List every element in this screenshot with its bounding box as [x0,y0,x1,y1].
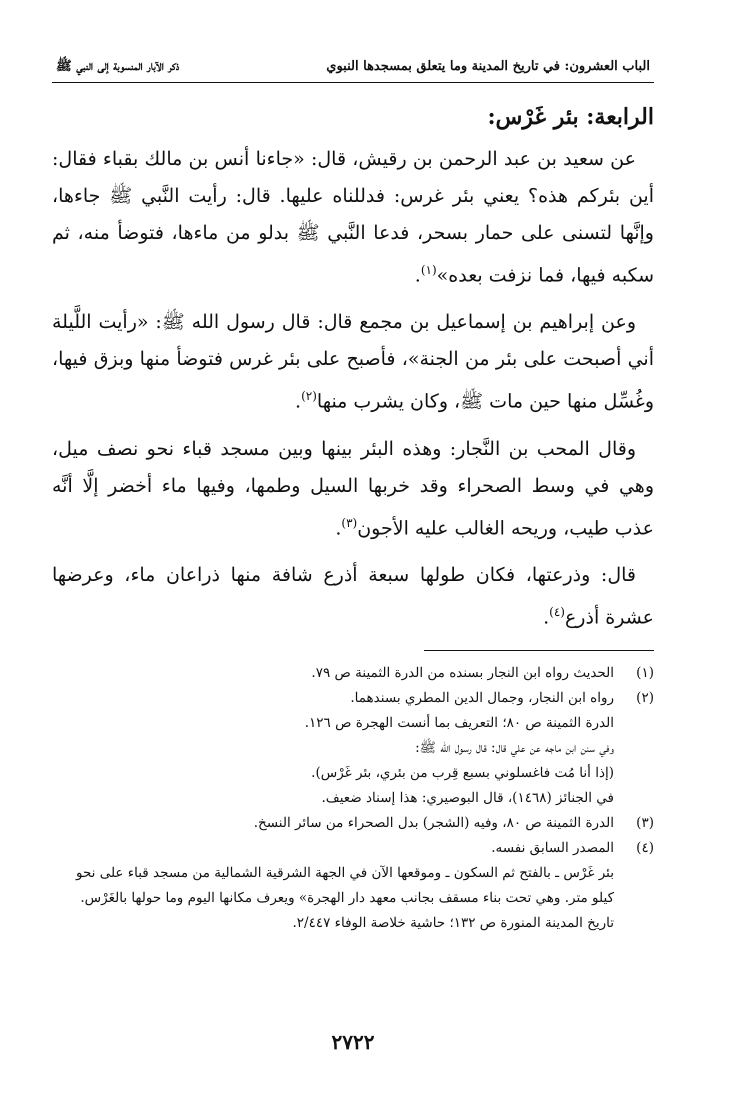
footnote-line: (إذا أنا مُت فاغسلوني بسبع قِرب من بئري، بئر غَرْس). [311,765,614,782]
header-section-title: ذكر الآبار المنسوبة إلى النبي ﷺ [56,59,180,74]
footnote-body [52,661,614,686]
footnote-line: الحديث رواه ابن النجار بسنده من الدرة الثمينة ص ٧٩. [311,665,614,682]
running-header [52,58,654,82]
footnote-line: رواه ابن النجار، وجمال الدين المطري بسندهما. [350,690,614,707]
footnotes [52,661,654,936]
footnote-ref: (٤) [549,604,565,619]
footnote-body [52,811,614,836]
footnotes-divider [424,650,654,651]
footnote-2 [52,686,654,811]
section-title: الرابعة: بئر غَرْس: [487,104,654,130]
header-chapter-title: الباب العشرون: في تاريخ المدينة وما يتعلق بمسجدها النبوي [326,59,650,74]
paragraph-text: عن سعيد بن عبد الرحمن بن رقيش، قال: «جاءنا أنس بن مالك بقباء فقال: أين بئركم هذه؟ يعني بئر غرس: فدللناه عليها. قال: رأيت النَّبي ﷺ جاءها، وإنَّها لتسنى على حمار بسحر، فدعا النَّبي ﷺ بدلو من ماءها، فتوضأ منه، ثم سكبه فيها، فما نزفت بعده» [52,148,654,287]
footnote-1 [52,661,654,686]
book-page [52,58,654,1098]
page-number: ٢٧٢٢ [331,1030,375,1054]
footnote-number: (٣) [636,815,654,832]
paragraph-2: وعن إبراهيم بن إسماعيل بن مجمع قال: قال رسول الله ﷺ: «رأيت اللَّيلة أني أصبحت على بئر من الجنة»، فأصبح على بئر غرس فتوضأ منها وبزق فيها، وغُسِّل منها حين مات ﷺ، وكان يشرب منها$^{(٢)}$. [52,311,654,413]
footnote-line: تاريخ المدينة المنورة ص ١٣٢؛ حاشية خلاصة الوفاء ٢/٤٤٧. [292,915,614,932]
footnote-ref: (٢) [301,389,317,404]
paragraph-text: وعن إبراهيم بن إسماعيل بن مجمع قال: قال رسول الله ﷺ: «رأيت اللَّيلة أني أصبحت على بئر من الجنة»، فأصبح على بئر غرس فتوضأ منها وبزق فيها، وغُسِّل منها حين مات ﷺ، وكان يشرب منها [52,311,654,413]
paragraph-1: عن سعيد بن عبد الرحمن بن رقيش، قال: «جاءنا أنس بن مالك بقباء فقال: أين بئركم هذه؟ يعني بئر غرس: فدللناه عليها. قال: رأيت النَّبي ﷺ جاءها، وإنَّها لتسنى على حمار بسحر، فدعا النَّبي ﷺ بدلو من ماءها، فتوضأ منه، ثم سكبه فيها، فما نزفت بعده»$^{(١)}$. [52,148,654,287]
footnote-body [52,836,614,936]
paragraph-text: وقال المحب بن النَّجار: وهذه البئر بينها وبين مسجد قباء نحو نصف ميل، وهي في وسط الصحراء وقد خربها السيل وطمها، وفيها ماء أخضر إلَّا أنَّه عذب طيب، وريحه الغالب عليه الأجون [52,437,654,539]
footnote-ref: (١) [420,263,437,277]
footnote-number: (٢) [636,690,654,707]
footnote-line: بئر غَرْس ـ بالفتح ثم السكون ـ وموقعها الآن في الجهة الشرقية الشمالية من مسجد قباء على نحو كيلو متر. وهي تحت بناء مسقف بجانب معهد دار الهجرة» ويعرف مكانها اليوم وما حولها بالغَرْس. [75,865,614,907]
header-divider [52,82,654,83]
footnote-line: وفي سنن ابن ماجه عن علي قال: قال رسول الله ﷺ: [415,740,614,757]
footnote-4 [52,836,654,936]
paragraph-4: قال: وذرعتها، فكان طولها سبعة أذرع شافة منها ذراعان ماء، وعرضها عشرة أذرع$^{(٤)}$. [52,563,654,629]
footnote-3 [52,811,654,836]
footnote-ref: (٣) [341,515,358,530]
footnote-number: (١) [636,665,654,682]
paragraph-text: قال: وذرعتها، فكان طولها سبعة أذرع شافة منها ذراعان ماء، وعرضها عشرة أذرع [52,563,654,629]
footnote-body [52,686,614,811]
footnote-line: الدرة الثمينة ص ٨٠؛ التعريف بما أنست الهجرة ص ١٢٦. [304,715,614,732]
footnote-line: في الجنائز (١٤٦٨)، قال البوصيري: هذا إسناد ضعيف. [321,790,614,807]
footnote-line: الدرة الثمينة ص ٨٠، وفيه (الشجر) بدل الصحراء من سائر النسخ. [253,815,614,832]
paragraph-3: وقال المحب بن النَّجار: وهذه البئر بينها وبين مسجد قباء نحو نصف ميل، وهي في وسط الصحراء وقد خربها السيل وطمها، وفيها ماء أخضر إلَّا أنَّه عذب طيب، وريحه الغالب عليه الأجون$^{(٣)}$. [52,437,654,539]
footnote-line: المصدر السابق نفسه. [491,840,614,857]
footnote-number: (٤) [636,840,654,857]
